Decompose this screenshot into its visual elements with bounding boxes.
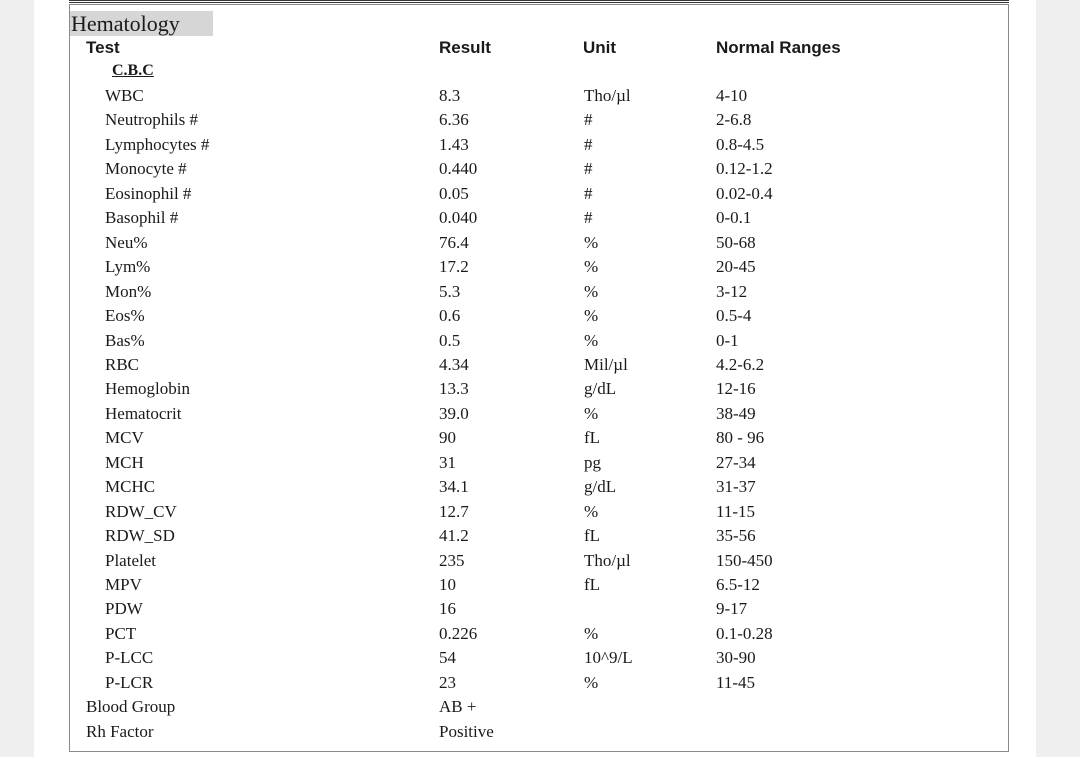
test-name: Rh Factor bbox=[86, 721, 154, 741]
test-name: Hemoglobin bbox=[105, 379, 190, 399]
header-test: Test bbox=[86, 38, 120, 57]
normal-range: 150-450 bbox=[716, 550, 773, 570]
table-row bbox=[0, 182, 1080, 206]
result-value: 39.0 bbox=[439, 403, 469, 423]
test-name: Lym% bbox=[105, 257, 151, 277]
result-value: 31 bbox=[439, 452, 456, 472]
test-name: RBC bbox=[105, 354, 140, 374]
normal-range: 38-49 bbox=[716, 403, 756, 423]
unit-value: Mil/µl bbox=[584, 354, 628, 374]
result-value: 13.3 bbox=[439, 379, 469, 399]
test-name: MCH bbox=[105, 452, 144, 472]
result-value: 0.226 bbox=[439, 623, 478, 643]
result-value: 90 bbox=[439, 428, 456, 448]
table-row bbox=[0, 573, 1080, 597]
unit-value: # bbox=[584, 159, 593, 179]
test-name: Eosinophil # bbox=[105, 183, 192, 203]
unit-value: fL bbox=[584, 575, 601, 594]
test-name: Monocyte # bbox=[105, 159, 187, 179]
result-value: 16 bbox=[439, 599, 456, 619]
table-row bbox=[0, 622, 1080, 646]
result-value: 0.6 bbox=[439, 306, 461, 326]
unit-value: 10^9/L bbox=[584, 648, 633, 668]
normal-range: 11-45 bbox=[716, 672, 756, 692]
table-row bbox=[0, 133, 1080, 157]
normal-range: 0-0.1 bbox=[716, 208, 752, 228]
table-row bbox=[0, 304, 1080, 328]
unit-value: # bbox=[584, 183, 593, 203]
test-name: MCV bbox=[105, 428, 144, 448]
test-name: Eos% bbox=[105, 306, 145, 326]
table-row bbox=[0, 671, 1080, 695]
unit-value: fL bbox=[584, 526, 601, 546]
result-value: 10 bbox=[439, 575, 456, 594]
unit-value: % bbox=[584, 623, 599, 643]
unit-value: # bbox=[584, 208, 593, 228]
unit-value: % bbox=[584, 306, 599, 326]
table-row bbox=[0, 329, 1080, 353]
result-value: 76.4 bbox=[439, 232, 469, 252]
test-name: MCHC bbox=[105, 477, 156, 497]
section-title: Hematology bbox=[70, 11, 213, 36]
test-name: Bas% bbox=[105, 330, 145, 350]
normal-range: 4-10 bbox=[716, 86, 748, 105]
result-value: 5.3 bbox=[439, 281, 461, 301]
subsection-title: C.B.C bbox=[112, 62, 154, 79]
table-row bbox=[0, 231, 1080, 255]
normal-range: 80 - 96 bbox=[716, 428, 765, 448]
result-value: 1.43 bbox=[439, 134, 469, 154]
unit-value: Tho/µl bbox=[584, 86, 631, 105]
test-name: P-LCR bbox=[105, 672, 154, 692]
table-row bbox=[0, 84, 1080, 108]
test-name: WBC bbox=[105, 86, 144, 105]
test-name: Hematocrit bbox=[105, 403, 182, 423]
normal-range: 2-6.8 bbox=[716, 110, 752, 130]
result-value: 8.3 bbox=[439, 86, 461, 105]
result-value: Positive bbox=[439, 721, 494, 741]
test-name: Neu% bbox=[105, 232, 148, 252]
normal-range: 0.02-0.4 bbox=[716, 183, 773, 203]
result-value: 6.36 bbox=[439, 110, 469, 130]
unit-value: pg bbox=[584, 452, 601, 472]
normal-range: 12-16 bbox=[716, 379, 756, 399]
unit-value: % bbox=[584, 403, 599, 423]
table-row bbox=[0, 353, 1080, 377]
header-result: Result bbox=[439, 38, 491, 57]
normal-range: 50-68 bbox=[716, 232, 756, 252]
table-row bbox=[0, 402, 1080, 426]
unit-value: % bbox=[584, 672, 599, 692]
normal-range: 31-37 bbox=[716, 477, 756, 497]
result-value: AB + bbox=[439, 697, 477, 717]
test-name: Blood Group bbox=[86, 697, 176, 717]
normal-range: 3-12 bbox=[716, 281, 748, 301]
test-name: Basophil # bbox=[105, 208, 179, 228]
result-value: 4.34 bbox=[439, 354, 469, 374]
normal-range: 27-34 bbox=[716, 452, 756, 472]
table-row bbox=[0, 646, 1080, 670]
normal-range: 6.5-12 bbox=[716, 575, 760, 594]
test-name: Mon% bbox=[105, 281, 152, 301]
normal-range: 0.5-4 bbox=[716, 306, 752, 326]
normal-range: 20-45 bbox=[716, 257, 756, 277]
test-name: Lymphocytes # bbox=[105, 134, 210, 154]
unit-value: % bbox=[584, 257, 599, 277]
table-row bbox=[0, 451, 1080, 475]
unit-value: % bbox=[584, 232, 599, 252]
table-row bbox=[0, 206, 1080, 230]
unit-value: g/dL bbox=[584, 379, 617, 399]
header-unit: Unit bbox=[583, 38, 617, 57]
result-value: 54 bbox=[439, 648, 456, 668]
normal-range: 0.8-4.5 bbox=[716, 134, 765, 154]
normal-range: 4.2-6.2 bbox=[716, 354, 765, 374]
unit-value: # bbox=[584, 134, 593, 154]
table-row bbox=[0, 280, 1080, 304]
normal-range: 35-56 bbox=[716, 526, 756, 546]
table-row bbox=[0, 426, 1080, 450]
normal-range: 0.12-1.2 bbox=[716, 159, 773, 179]
test-name: RDW_SD bbox=[105, 526, 175, 546]
unit-value: fL bbox=[584, 428, 601, 448]
result-value: 0.5 bbox=[439, 330, 461, 350]
test-name: P-LCC bbox=[105, 648, 154, 668]
table-row bbox=[0, 695, 1080, 719]
result-value: 0.440 bbox=[439, 159, 478, 179]
test-name: Platelet bbox=[105, 550, 156, 570]
test-name: Neutrophils # bbox=[105, 110, 199, 130]
result-value: 34.1 bbox=[439, 477, 469, 497]
normal-range: 0-1 bbox=[716, 330, 739, 350]
table-row bbox=[0, 720, 1080, 744]
table-row bbox=[0, 157, 1080, 181]
table-row bbox=[0, 377, 1080, 401]
normal-range: 11-15 bbox=[716, 501, 756, 521]
result-value: 23 bbox=[439, 672, 456, 692]
table-row bbox=[0, 549, 1080, 573]
header-normal-ranges: Normal Ranges bbox=[716, 38, 841, 57]
normal-range: 30-90 bbox=[716, 648, 756, 668]
result-value: 235 bbox=[439, 550, 465, 570]
table-row bbox=[0, 597, 1080, 621]
normal-range: 0.1-0.28 bbox=[716, 623, 773, 643]
table-row bbox=[0, 108, 1080, 132]
unit-value: % bbox=[584, 501, 599, 521]
table-row bbox=[0, 255, 1080, 279]
result-value: 0.05 bbox=[439, 183, 469, 203]
table-row bbox=[0, 500, 1080, 524]
table-row bbox=[0, 475, 1080, 499]
result-value: 41.2 bbox=[439, 526, 469, 546]
normal-range: 9-17 bbox=[716, 599, 748, 619]
test-name: MPV bbox=[105, 575, 142, 594]
unit-value: # bbox=[584, 110, 593, 130]
top-divider bbox=[69, 0, 1009, 3]
test-name: PDW bbox=[105, 599, 143, 619]
unit-value: Tho/µl bbox=[584, 550, 631, 570]
unit-value: % bbox=[584, 281, 599, 301]
table-row bbox=[0, 524, 1080, 548]
result-value: 0.040 bbox=[439, 208, 478, 228]
unit-value: % bbox=[584, 330, 599, 350]
unit-value: g/dL bbox=[584, 477, 617, 497]
test-name: PCT bbox=[105, 623, 137, 643]
result-value: 12.7 bbox=[439, 501, 469, 521]
result-value: 17.2 bbox=[439, 257, 469, 277]
test-name: RDW_CV bbox=[105, 501, 177, 521]
